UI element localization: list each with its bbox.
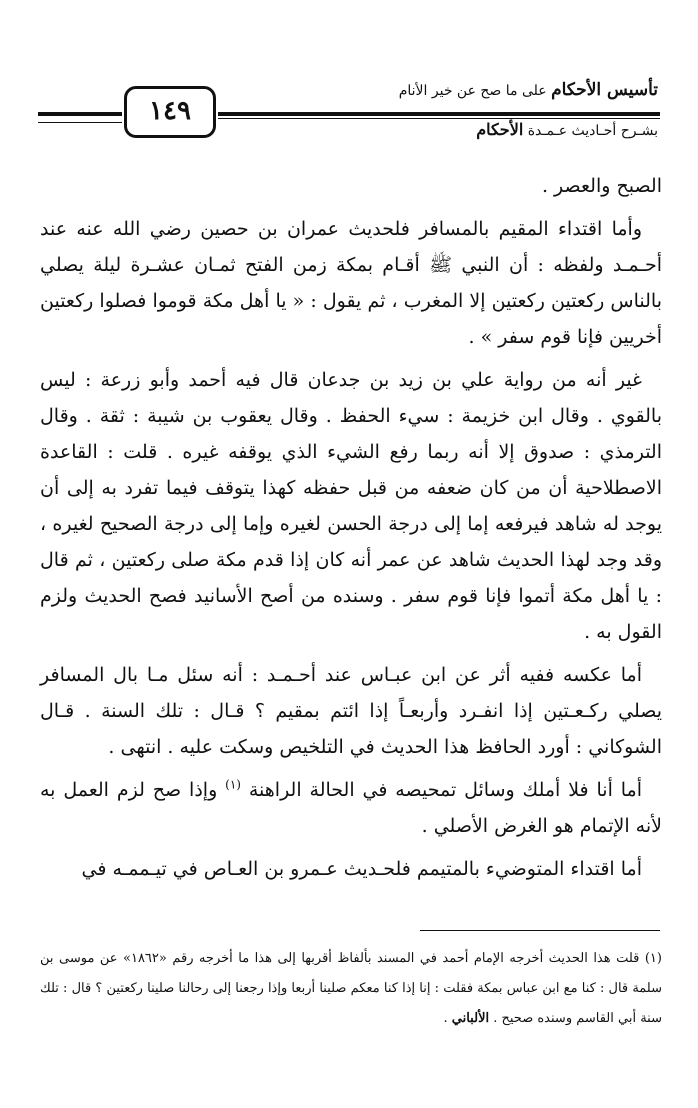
footnote-separator: [420, 930, 660, 931]
running-header-title: [358, 80, 658, 101]
paragraph-part: وإذا صح لزم العمل به لأنه الإتمام هو الغرض الأصلي .: [40, 779, 662, 837]
paragraph: الصبح والعصر .: [541, 175, 662, 197]
footnote-author: الألباني: [451, 1011, 490, 1026]
header-title-strong: تأسيس الأحكام: [551, 80, 658, 100]
footnote-end: .: [443, 1011, 452, 1026]
paragraph: أما عكسه ففيه أثر عن ابن عبـاس عند أحـمـد : أنه سئل مـا بال المسافر يصلي ركـعـتين إذا انفـرد وأربعـاً إذا ائتم بمقيم ؟ قـال : تلك السنة . قـال الشوكاني : أورد الحافظ هذا الحديث في التلخيص وسكت عليه . انتهى .: [40, 664, 662, 758]
header-subtitle-strong: الأحكام: [476, 120, 524, 139]
header-rule-left-thin: [38, 122, 122, 123]
paragraph-part: أما أنا فلا أملك وسائل تمحيصه في الحالة الراهنة: [248, 779, 642, 801]
header-rule-right-thin: [218, 118, 660, 119]
header-rule-left: [38, 112, 122, 116]
paragraph: وأما اقتداء المقيم بالمسافر فلحديث عمران بن حصين رضي الله عنه عند أحـمـد ولفظه : أن النبي ﷺ أقـام بمكة زمن الفتح ثمـان عشـرة ليلة يصلي بالناس ركعتين ركعتين إلا المغرب ، ثم يقول : « يا أهل مكة قوموا فصلوا ركعتين أخريين فإنا قوم سفر » .: [40, 218, 662, 348]
running-header-subtitle: [358, 120, 658, 141]
footnote: [40, 944, 662, 1034]
paragraph: غير أنه من رواية علي بن زيد بن جدعان قال فيه أحمد وأبو زرعة : ليس بالقوي . وقال ابن خزيمة : سيء الحفظ . وقال يعقوب بن شيبة : ثقة . وقال الترمذي : صدوق إلا أنه ربما رفع الشيء الذي يوقفه غيره . قلت : القاعدة الاصطلاحية أن من كان ضعفه من قبل حفظه كهذا يتوقف فيما تفرد به إلى أن يوجد له شاهد فيرفعه إما إلى درجة الحسن لغيره وإما إلى درجة الصحيح لغيره ، وقد وجد لهذا الحديث شاهد عن عمر أنه كان إذا قدم مكة صلى ركعتين ، ثم قال : يا أهل مكة أتموا فإنا قوم سفر . وسنده من أصح الأسانيد فصح الحديث ولزم القول به .: [40, 369, 662, 643]
paragraph: أما اقتداء المتوضيء بالمتيمم فلحـديث عـمرو بن العـاص في تيـممـه في: [81, 858, 642, 880]
header-title-rest: على ما صح عن خير الأنام: [398, 83, 552, 99]
header-rule-right: [218, 112, 660, 116]
paragraph: [40, 772, 662, 844]
footnote-marker: (١): [225, 777, 241, 792]
header-subtitle-rest: بشـرح أحـاديث عـمـدة: [523, 123, 658, 139]
body-text: [40, 168, 662, 894]
footnote-text: (١) قلت هذا الحديث أخرجه الإمام أحمد في المسند بألفاظ أقربها إلى هذا ما أخرجه رقم «١٨٦٢» عن موسى بن سلمة قال : كنا مع ابن عباس بمكة فقلت : إنا إذا كنا معكم صلينا أربعا وإذا رجعنا إلى رحالنا صلينا ركعتين ؟ قال : تلك سنة أبي القاسم وسنده صحيح .: [40, 951, 662, 1026]
page-number: ١٤٩: [124, 86, 216, 138]
